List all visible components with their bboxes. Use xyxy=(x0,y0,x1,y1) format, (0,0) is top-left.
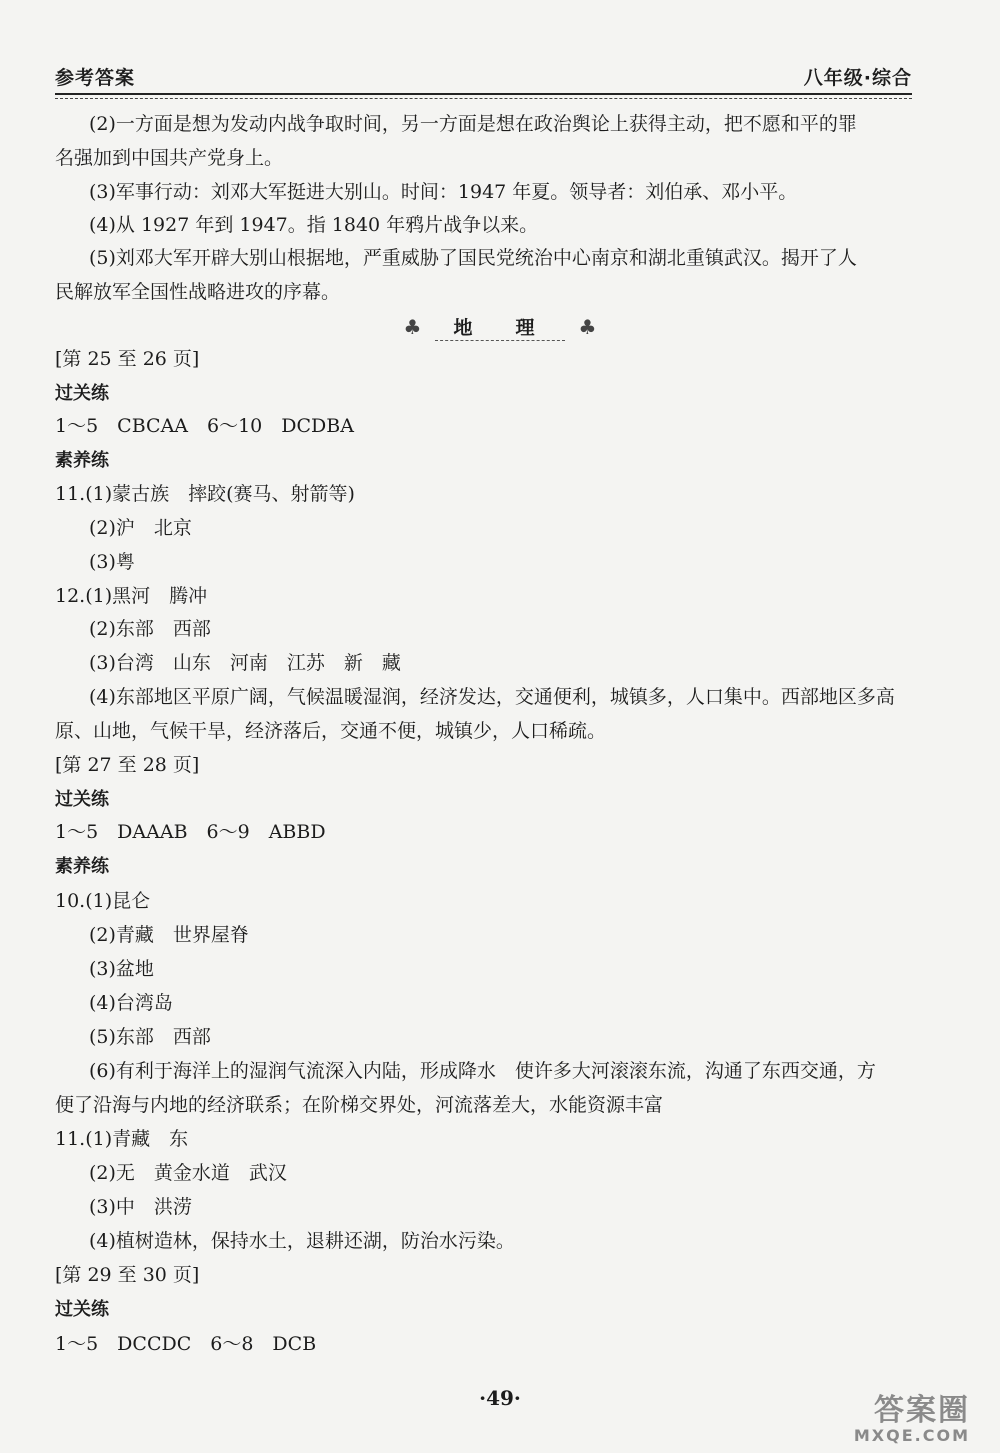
guoguan-label: 过关练 xyxy=(55,789,109,810)
page-header xyxy=(55,58,912,90)
q11-2: (2)沪 北京 xyxy=(89,517,192,539)
q12-4-line1: (4)东部地区平原广阔，气候温暖湿润，经济发达，交通便利，城镇多，人口集中。西部地区多高 xyxy=(89,686,895,708)
page-ref-25-26: [第 25 至 26 页] xyxy=(55,348,200,370)
q11-3: (3)中 洪涝 xyxy=(89,1196,192,1218)
header-rule-dashed xyxy=(55,98,912,99)
q11-4: (4)植树造林，保持水土，退耕还湖，防治水污染。 xyxy=(89,1230,515,1252)
header-left-title: 参考答案 xyxy=(55,67,136,89)
q12-3: (3)台湾 山东 河南 江苏 新 藏 xyxy=(89,652,401,674)
q11-1: 11.(1)青藏 东 xyxy=(55,1128,189,1150)
q10-2: (2)青藏 世界屋脊 xyxy=(89,924,249,946)
history-q2-line1: (2)一方面是想为发动内战争取时间，另一方面是想在政治舆论上获得主动，把不愿和平的罪 xyxy=(89,113,857,135)
suyang-label: 素养练 xyxy=(55,450,109,471)
history-q5-line2: 民解放军全国性战略进攻的序幕。 xyxy=(55,281,341,303)
q10-6-line2: 便了沿海与内地的经济联系；在阶梯交界处，河流落差大，水能资源丰富 xyxy=(55,1094,664,1116)
guoguan-answers: 1～5 CBCAA 6～10 DCDBA xyxy=(55,415,354,437)
q12-4-line2: 原、山地，气候干旱，经济落后，交通不便，城镇少，人口稀疏。 xyxy=(55,720,607,742)
guoguan-answers: 1～5 DAAAB 6～9 ABBD xyxy=(55,821,326,843)
q11-3: (3)粤 xyxy=(89,551,135,573)
q10-5: (5)东部 西部 xyxy=(89,1026,211,1048)
section-title: 地 理 xyxy=(435,313,564,341)
q12-1: 12.(1)黑河 腾冲 xyxy=(55,585,208,607)
club-icon: ♣ xyxy=(403,315,422,339)
history-q4: (4)从 1927 年到 1947。指 1840 年鸦片战争以来。 xyxy=(89,214,539,236)
page-number: ·49· xyxy=(479,1386,521,1410)
header-right-grade: 八年级·综合 xyxy=(803,67,912,89)
q10-4: (4)台湾岛 xyxy=(89,992,173,1014)
suyang-label: 素养练 xyxy=(55,856,109,877)
history-q2-line2: 名强加到中国共产党身上。 xyxy=(55,147,284,169)
q12-2: (2)东部 西部 xyxy=(89,618,211,640)
club-icon: ♣ xyxy=(578,315,597,339)
q10-3: (3)盆地 xyxy=(89,958,154,980)
section-heading-geography xyxy=(400,313,600,341)
history-q5-line1: (5)刘邓大军开辟大别山根据地，严重威胁了国民党统治中心南京和湖北重镇武汉。揭开了人 xyxy=(89,247,857,269)
guoguan-label: 过关练 xyxy=(55,1299,109,1320)
header-rule xyxy=(55,93,912,95)
page-ref-29-30: [第 29 至 30 页] xyxy=(55,1264,200,1286)
q10-6-line1: (6)有利于海洋上的湿润气流深入内陆，形成降水 使许多大河滚滚东流，沟通了东西交通，方 xyxy=(89,1060,876,1082)
guoguan-label: 过关练 xyxy=(55,383,109,404)
guoguan-answers: 1～5 DCCDC 6～8 DCB xyxy=(55,1333,317,1355)
q11-2: (2)无 黄金水道 武汉 xyxy=(89,1162,287,1184)
watermark-logo xyxy=(720,1395,970,1447)
history-q3: (3)军事行动：刘邓大军挺进大别山。时间：1947 年夏。领导者：刘伯承、邓小平。 xyxy=(89,181,798,203)
q10-1: 10.(1)昆仑 xyxy=(55,890,151,912)
q11-1: 11.(1)蒙古族 摔跤(赛马、射箭等) xyxy=(55,483,355,505)
watermark-title: 答案圈 xyxy=(874,1393,970,1428)
watermark-url: MXQE.COM xyxy=(853,1426,970,1445)
page-ref-27-28: [第 27 至 28 页] xyxy=(55,754,200,776)
